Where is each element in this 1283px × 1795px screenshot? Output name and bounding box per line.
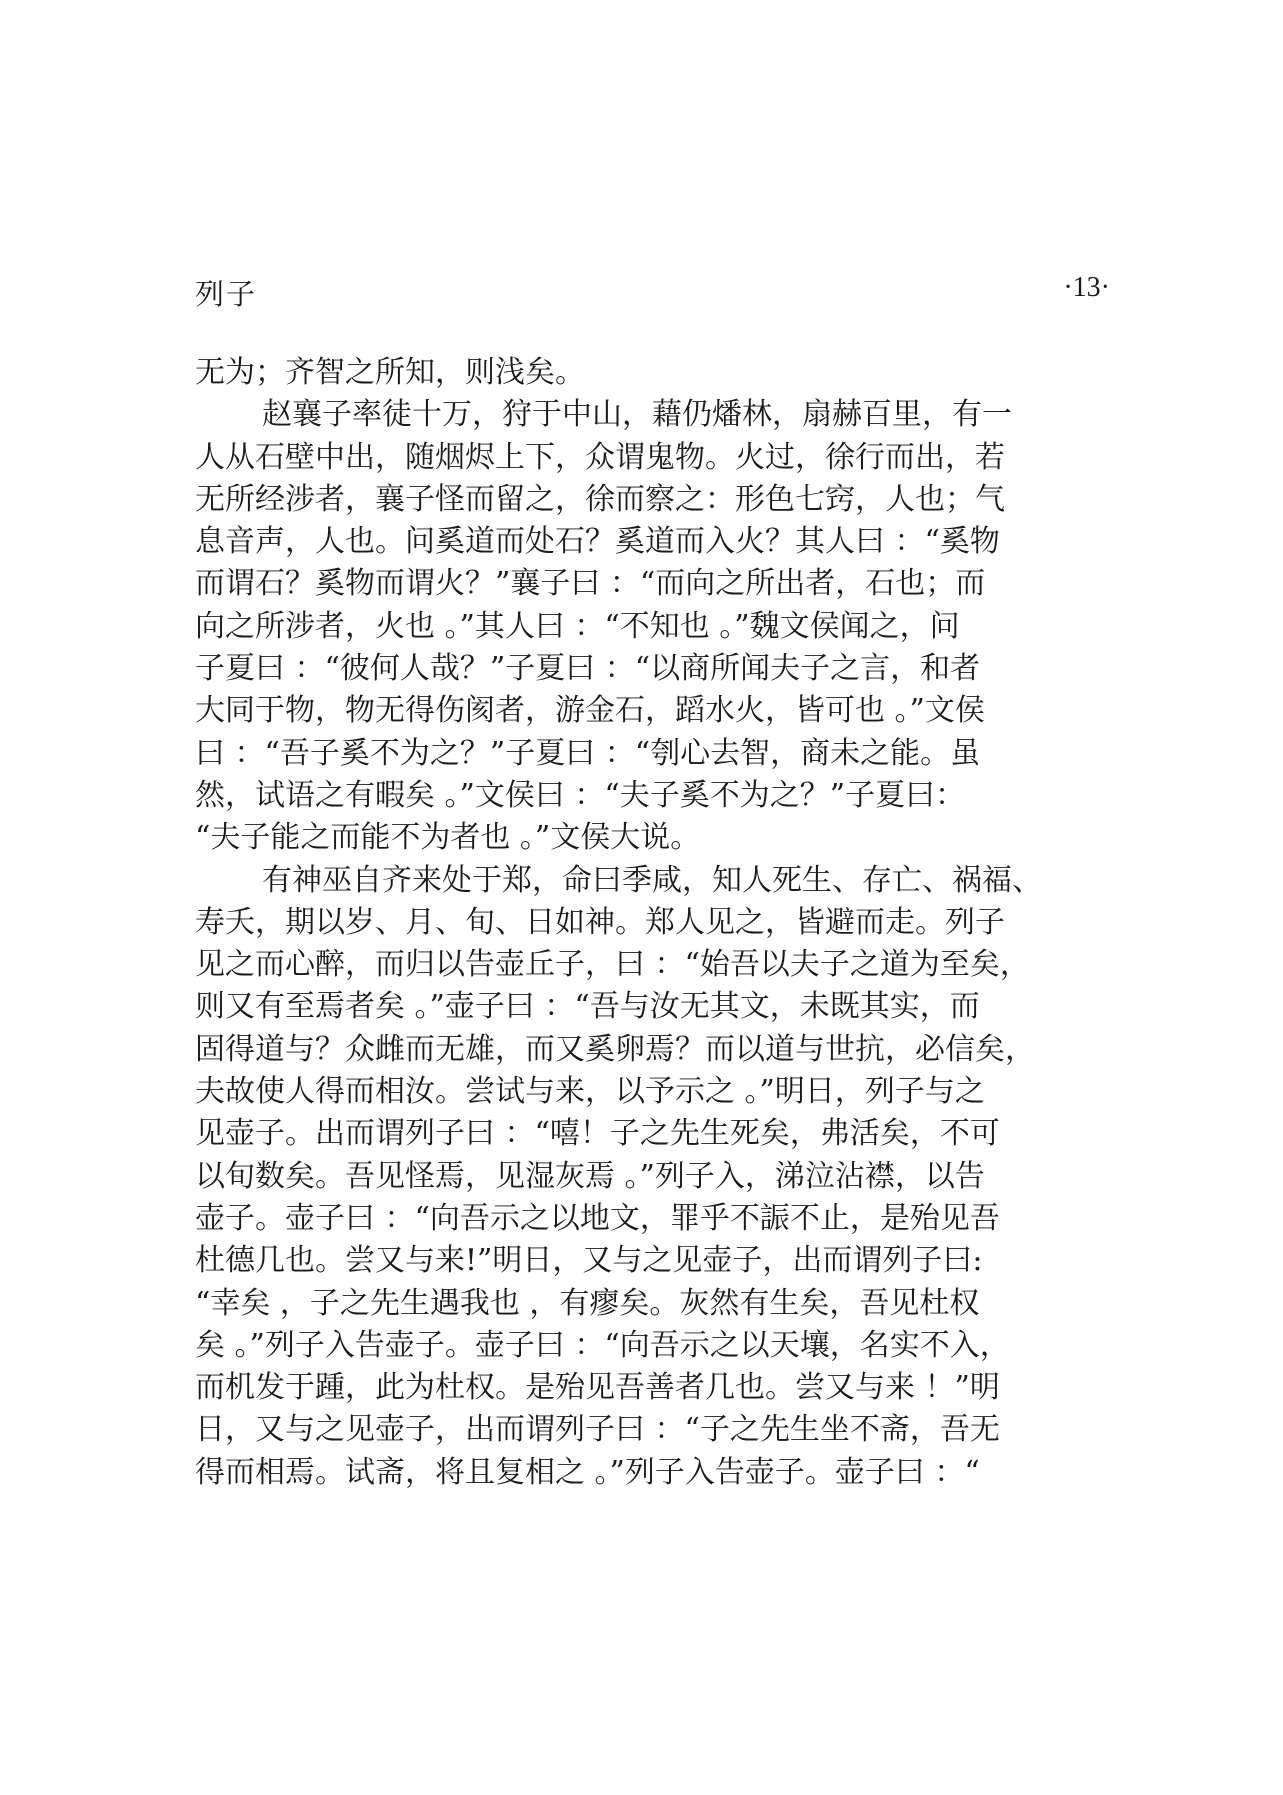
text-line: 寿夭，期以岁、月、旬、日如神。郑人见之，皆避而走。列子 <box>195 904 1005 940</box>
text-line: 无为；齐智之所知，则浅矣。 <box>195 355 585 390</box>
text-line: 子夏曰 ：“彼何人哉？”子夏曰 ：“以商所闻夫子之言，和者 <box>195 651 981 687</box>
text-line: 见壶子。出而谓列子曰 ：“嘻！子之先生死矣，弗活矣，不可 <box>195 1116 1000 1152</box>
body-text <box>195 352 1110 1494</box>
text-line: 则又有至焉者矣 。”壶子曰 ：“吾与汝无其文，未既其实，而 <box>195 989 980 1025</box>
text-line: 壶子。壶子曰 ：“向吾示之以地文，罪乎不誫不止，是殆见吾 <box>195 1200 1000 1236</box>
text-line: 日，又与之见壶子，出而谓列子曰 ：“子之先生坐不斋，吾无 <box>195 1412 1000 1448</box>
text-line: 人从石壁中出，随烟烬上下，众谓鬼物。火过，徐行而出，若 <box>195 439 1005 475</box>
text-line: 大同于物，物无得伤阂者，游金石，蹈水火，皆可也 。”文侯 <box>195 693 985 729</box>
text-line: 固得道与？众雌而无雄，而又奚卵焉？而以道与世抗，必信矣， <box>195 1031 1035 1067</box>
text-line: 以旬数矣。吾见怪焉，见湿灰焉 。”列子入，涕泣沾襟，以告 <box>195 1158 985 1194</box>
book-title: 列子 <box>195 277 258 311</box>
running-head <box>195 272 1110 312</box>
text-line: 息音声，人也。问奚道而处石？奚道而入火？其人曰 ：“奚物 <box>195 524 1000 560</box>
text-line: 向之所涉者，火也 。”其人曰 ：“不知也 。”魏文侯闻之，问 <box>195 608 960 644</box>
text-line: 杜德几也。尝又与来!”明日，又与之见壶子，出而谓列子曰: <box>195 1243 983 1279</box>
text-line: 而机发于踵，此为杜权。是殆见吾善者几也。尝又与来 ！”明 <box>195 1370 1000 1406</box>
text-line: “幸矣 ，子之先生遇我也 ，有瘳矣。灰然有生矣，吾见杜权 <box>195 1285 980 1321</box>
text-line: 然，试语之有暇矣 。”文侯曰 ：“夫子奚不为之？”子夏曰： <box>195 777 966 813</box>
text-line: 得而相焉。试斋，将且复相之 。”列子入告壶子。壶子曰 ：“ <box>195 1454 980 1490</box>
text-line: 而谓石？奚物而谓火？”襄子曰 ：“而向之所出者，石也；而 <box>195 566 986 602</box>
text-line: 矣 。”列子入告壶子。壶子曰 ：“向吾示之以天壤，名实不入， <box>195 1327 1010 1363</box>
text-line: 赵襄子率徒十万，狩于中山，藉仍燔林，扇赫百里，有一 <box>262 397 1012 433</box>
text-line: 无所经涉者，襄子怪而留之，徐而察之：形色七窍，人也；气 <box>195 481 1005 517</box>
page-number: ·13· <box>1063 272 1110 303</box>
text-line: 曰 ：“吾子奚不为之？”子夏曰 ：“刳心去智，商未之能。虽 <box>195 735 981 771</box>
text-line: 有神巫自齐来处于郑，命曰季咸，知人死生、存亡、祸福、 <box>262 862 1042 898</box>
text-line: 夫故使人得而相汝。尝试与来，以予示之 。”明日，列子与之 <box>195 1074 985 1110</box>
text-line: “夫子能之而能不为者也 。”文侯大说。 <box>195 820 701 856</box>
text-line: 见之而心醉，而归以告壶丘子，曰 ：“始吾以夫子之道为至矣， <box>195 947 1030 983</box>
